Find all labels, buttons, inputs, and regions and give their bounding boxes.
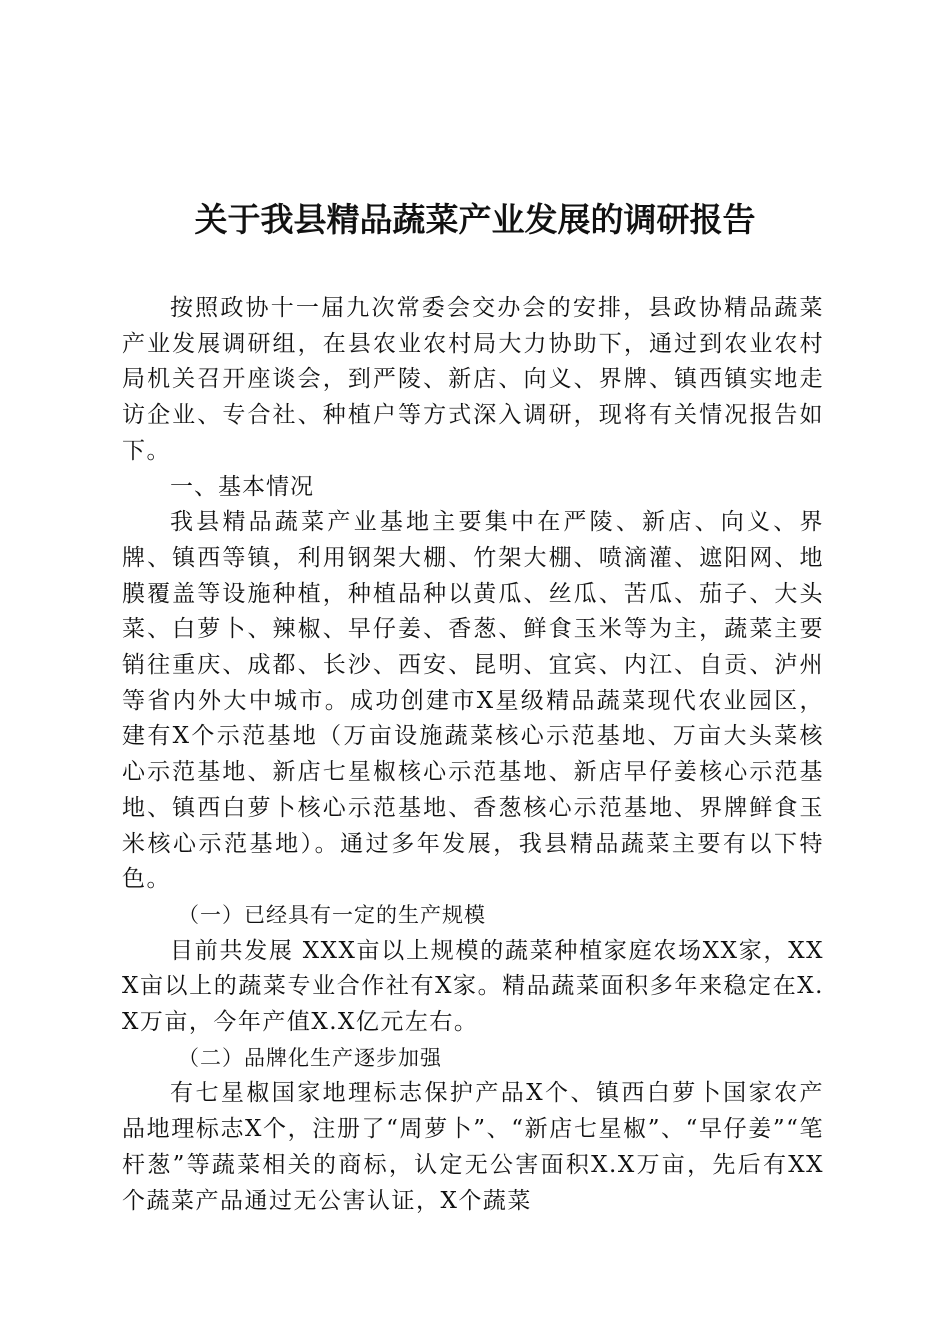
- section-heading-basic: 一、基本情况: [170, 473, 314, 500]
- subsection-heading-scale: （一）已经具有一定的生产规模: [178, 902, 486, 927]
- intro-paragraph: 按照政协十一届九次常委会交办会的安排，县政协精品蔬菜产业发展调研组，在县农业农村局大力协助下，通过到农业农村局机关召开座谈会，到严陵、新店、向义、界牌、镇西镇实地走访企业、专合社、种植户等方式深入调研，现将有关情况报告如下。: [122, 295, 824, 464]
- document-title: 关于我县精品蔬菜产业发展的调研报告: [194, 200, 756, 239]
- document-body: [122, 291, 824, 1219]
- subsection-heading-brand: （二）品牌化生产逐步加强: [178, 1045, 442, 1070]
- scale-paragraph: 目前共发展 XXX亩以上规模的蔬菜种植家庭农场XX家，XXX亩以上的蔬菜专业合作社有X家。精品蔬菜面积多年来稳定在X.X万亩，今年产值X.X亿元左右。: [122, 937, 824, 1036]
- basic-situation-paragraph: 我县精品蔬菜产业基地主要集中在严陵、新店、向义、界牌、镇西等镇，利用钢架大棚、竹架大棚、喷滴灌、遮阳网、地膜覆盖等设施种植，种植品种以黄瓜、丝瓜、苦瓜、茄子、大头菜、白萝卜、辣椒、早仔姜、香葱、鲜食玉米等为主，蔬菜主要销往重庆、成都、长沙、西安、昆明、宜宾、内江、自贡、泸州等省内外大中城市。成功创建市X星级精品蔬菜现代农业园区，建有X个示范基地（万亩设施蔬菜核心示范基地、万亩大头菜核心示范基地、新店七星椒核心示范基地、新店早仔姜核心示范基地、镇西白萝卜核心示范基地、香葱核心示范基地、界牌鲜食玉米核心示范基地）。通过多年发展，我县精品蔬菜主要有以下特色。: [122, 509, 824, 893]
- brand-paragraph: 有七星椒国家地理标志保护产品X个、镇西白萝卜国家农产品地理标志X个，注册了“周萝卜”、“新店七星椒”、“早仔姜”“笔杆葱”等蔬菜相关的商标，认定无公害面积X.X万亩，先后有XX个蔬菜产品通过无公害认证，X个蔬菜: [122, 1080, 824, 1214]
